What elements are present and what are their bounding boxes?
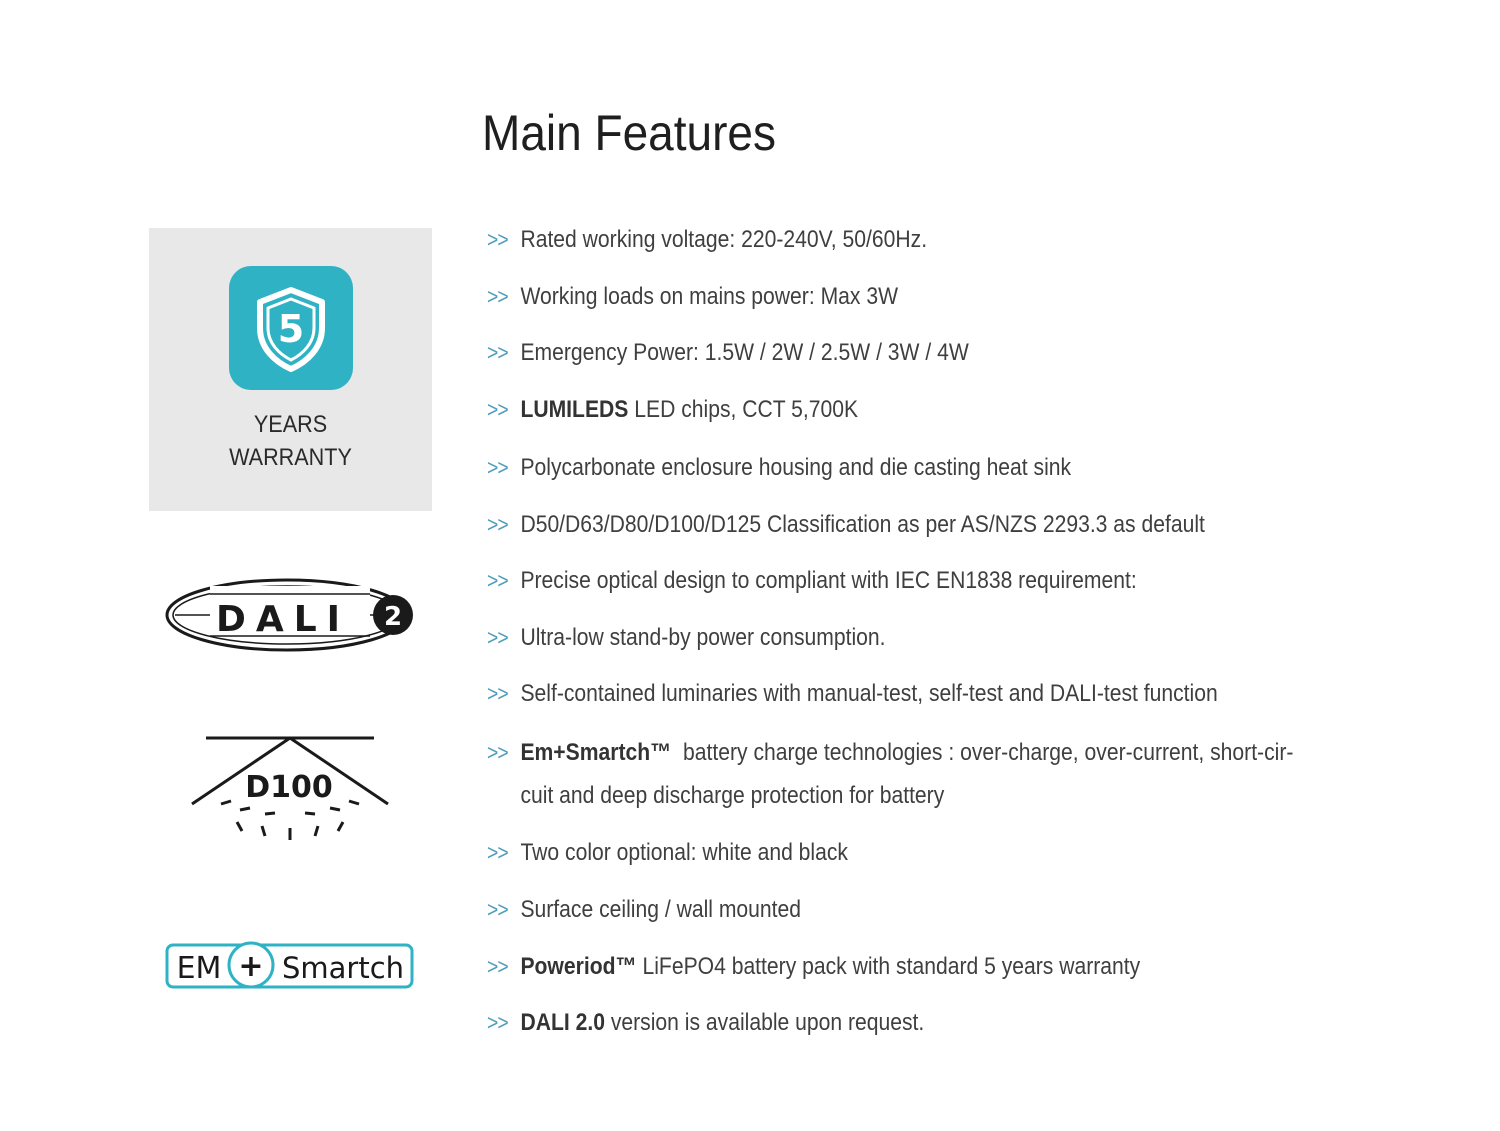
list-item <box>487 388 1297 431</box>
warranty-number: 5 <box>277 307 305 351</box>
feature-bold: Em+Smartch™ <box>520 739 672 766</box>
bullet-arrow-icon: >> <box>487 954 508 979</box>
bullet-arrow-icon: >> <box>487 625 508 650</box>
feature-text: Working loads on mains power: Max 3W <box>520 283 899 310</box>
feature-text: LED chips, CCT 5,700K <box>628 396 859 423</box>
list-item <box>487 945 1297 988</box>
list-item <box>487 831 1297 874</box>
warranty-label <box>163 408 418 474</box>
bullet-arrow-icon: >> <box>487 840 508 865</box>
bullet-arrow-icon: >> <box>487 681 508 706</box>
feature-text: Precise optical design to compliant with IEC EN1838 requirement: <box>520 567 1137 594</box>
list-item <box>487 559 1297 602</box>
smartch-text: Smartch <box>281 951 405 985</box>
bullet-arrow-icon: >> <box>487 227 508 252</box>
feature-text: Ultra-low stand-by power consumption. <box>520 624 886 651</box>
feature-text: Rated working voltage: 220-240V, 50/60Hz. <box>520 226 928 253</box>
plus-icon: + <box>238 949 264 984</box>
list-item <box>487 888 1297 931</box>
feature-bold: Poweriod™ <box>520 953 637 980</box>
feature-text: battery charge technologies : over-charge, over-current, short-cir- <box>671 739 1294 766</box>
feature-text: Emergency Power: 1.5W / 2W / 2.5W / 3W / 4W <box>520 339 969 366</box>
list-item <box>487 218 1297 261</box>
warranty-line-years: YEARS <box>253 411 328 438</box>
feature-text: Two color optional: white and black <box>520 839 848 866</box>
em-smartch-logo <box>165 935 415 991</box>
d100-text: D100 <box>245 770 333 805</box>
bullet-arrow-icon: >> <box>487 397 508 422</box>
list-item <box>487 275 1297 318</box>
bullet-arrow-icon: >> <box>487 740 508 765</box>
dali-version: 2 <box>383 602 403 632</box>
bullet-arrow-icon: >> <box>487 284 508 309</box>
bullet-arrow-icon: >> <box>487 455 508 480</box>
shield-icon <box>229 266 353 390</box>
bullet-arrow-icon: >> <box>487 512 508 537</box>
dali-text: DALI <box>215 599 351 640</box>
feature-text-continued: cuit and deep discharge protection for battery <box>520 782 945 809</box>
bullet-arrow-icon: >> <box>487 897 508 922</box>
em-text: EM <box>176 951 222 986</box>
list-item <box>487 616 1297 659</box>
list-item <box>487 1001 1297 1044</box>
list-item <box>487 503 1297 546</box>
list-item <box>487 331 1297 374</box>
bullet-arrow-icon: >> <box>487 340 508 365</box>
feature-bold: DALI 2.0 <box>520 1009 605 1036</box>
feature-text: Polycarbonate enclosure housing and die casting heat sink <box>520 454 1072 481</box>
list-item <box>487 731 1297 817</box>
warranty-badge <box>149 228 432 511</box>
feature-text: Self-contained luminaries with manual-test, self-test and DALI-test function <box>520 680 1218 707</box>
warranty-line-warranty: WARRANTY <box>229 444 352 471</box>
d100-classification-icon <box>188 732 392 848</box>
feature-text: D50/D63/D80/D100/D125 Classification as per AS/NZS 2293.3 as default <box>520 511 1205 538</box>
feature-text: Surface ceiling / wall mounted <box>520 896 802 923</box>
page-title: Main Features <box>482 105 777 161</box>
bullet-arrow-icon: >> <box>487 1010 508 1035</box>
list-item <box>487 672 1297 715</box>
feature-text: version is available upon request. <box>604 1009 925 1036</box>
dali-2-logo <box>165 574 417 656</box>
feature-text: LiFePO4 battery pack with standard 5 years warranty <box>636 953 1141 980</box>
feature-bold: LUMILEDS <box>520 396 629 423</box>
list-item <box>487 446 1297 489</box>
bullet-arrow-icon: >> <box>487 568 508 593</box>
